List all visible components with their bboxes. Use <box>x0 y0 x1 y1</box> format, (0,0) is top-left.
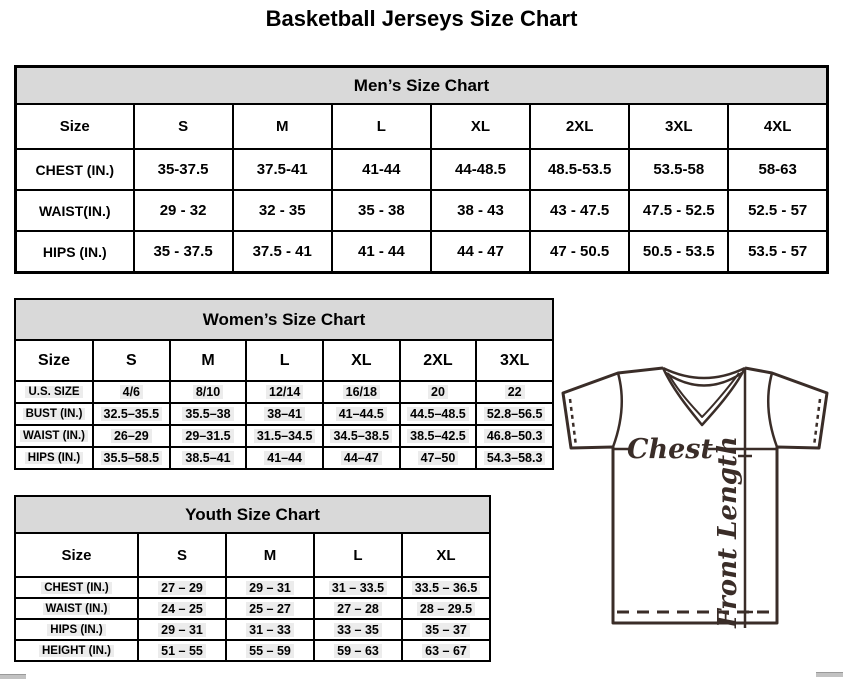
size-value-cell: 34.5–38.5 <box>323 425 400 447</box>
size-value-cell: 35 - 38 <box>332 190 431 231</box>
women-col-header-l: L <box>246 340 323 381</box>
women-col-header-2xl: 2XL <box>400 340 477 381</box>
horizontal-scrollbar-fragment-right[interactable] <box>816 672 843 677</box>
size-value-cell: 47.5 - 52.5 <box>629 190 728 231</box>
row-label: U.S. SIZE <box>15 381 93 403</box>
size-value-cell: 41-44 <box>332 149 431 190</box>
size-value-cell: 29–31.5 <box>170 425 247 447</box>
youth-table-row <box>15 598 490 619</box>
men-table-row <box>16 190 828 231</box>
size-value-cell: 26–29 <box>93 425 170 447</box>
jersey-outline-icon <box>556 362 840 634</box>
youth-table-row <box>15 640 490 661</box>
men-col-header-s: S <box>134 104 233 149</box>
size-value-cell: 44 - 47 <box>431 231 530 273</box>
men-col-header-m: M <box>233 104 332 149</box>
size-value-cell: 52.8–56.5 <box>476 403 553 425</box>
size-value-cell: 27 – 29 <box>138 577 226 598</box>
size-value-cell: 46.8–50.3 <box>476 425 553 447</box>
size-value-cell: 24 – 25 <box>138 598 226 619</box>
women-col-header-m: M <box>170 340 247 381</box>
size-value-cell: 44–47 <box>323 447 400 469</box>
women-col-header-3xl: 3XL <box>476 340 553 381</box>
size-value-cell: 31 – 33.5 <box>314 577 402 598</box>
size-value-cell: 52.5 - 57 <box>728 190 827 231</box>
men-col-header-4xl: 4XL <box>728 104 827 149</box>
size-value-cell: 16/18 <box>323 381 400 403</box>
size-value-cell: 51 – 55 <box>138 640 226 661</box>
size-value-cell: 53.5 - 57 <box>728 231 827 273</box>
size-value-cell: 63 – 67 <box>402 640 490 661</box>
size-value-cell: 38.5–41 <box>170 447 247 469</box>
youth-col-header-l: L <box>314 533 402 577</box>
size-value-cell: 22 <box>476 381 553 403</box>
youth-size-chart-section <box>14 495 491 662</box>
youth-col-header-m: M <box>226 533 314 577</box>
size-value-cell: 29 - 32 <box>134 190 233 231</box>
row-label: CHEST (IN.) <box>16 149 134 190</box>
size-value-cell: 47 - 50.5 <box>530 231 629 273</box>
youth-table-row <box>15 619 490 640</box>
size-value-cell: 48.5-53.5 <box>530 149 629 190</box>
women-col-header-s: S <box>93 340 170 381</box>
size-value-cell: 35.5–38 <box>170 403 247 425</box>
size-value-cell: 12/14 <box>246 381 323 403</box>
size-value-cell: 59 – 63 <box>314 640 402 661</box>
women-col-header-xl: XL <box>323 340 400 381</box>
men-col-header-l: L <box>332 104 431 149</box>
youth-table-title: Youth Size Chart <box>15 496 490 533</box>
row-label: WAIST (IN.) <box>15 598 138 619</box>
horizontal-scrollbar-fragment-left[interactable] <box>0 674 26 679</box>
size-value-cell: 50.5 - 53.5 <box>629 231 728 273</box>
row-label: HIPS (IN.) <box>16 231 134 273</box>
men-table-row <box>16 231 828 273</box>
size-value-cell: 41 - 44 <box>332 231 431 273</box>
size-value-cell: 8/10 <box>170 381 247 403</box>
size-value-cell: 38.5–42.5 <box>400 425 477 447</box>
mens-size-chart-section <box>14 65 829 274</box>
youth-size-table <box>14 495 491 662</box>
size-value-cell: 44.5–48.5 <box>400 403 477 425</box>
front-length-label: Front Length <box>713 436 743 628</box>
youth-col-header-s: S <box>138 533 226 577</box>
size-value-cell: 31.5–34.5 <box>246 425 323 447</box>
women-table-row <box>15 425 553 447</box>
size-value-cell: 27 – 28 <box>314 598 402 619</box>
size-value-cell: 29 – 31 <box>138 619 226 640</box>
size-value-cell: 31 – 33 <box>226 619 314 640</box>
row-label: HIPS (IN.) <box>15 447 93 469</box>
youth-size-header: Size <box>15 533 138 577</box>
size-value-cell: 37.5 - 41 <box>233 231 332 273</box>
women-table-row <box>15 381 553 403</box>
men-size-header: Size <box>16 104 134 149</box>
men-table-title: Men’s Size Chart <box>16 67 828 105</box>
women-size-header: Size <box>15 340 93 381</box>
size-value-cell: 25 – 27 <box>226 598 314 619</box>
page-title: Basketball Jerseys Size Chart <box>265 6 578 31</box>
size-value-cell: 43 - 47.5 <box>530 190 629 231</box>
size-value-cell: 28 – 29.5 <box>402 598 490 619</box>
size-value-cell: 41–44 <box>246 447 323 469</box>
size-value-cell: 35-37.5 <box>134 149 233 190</box>
size-value-cell: 35 – 37 <box>402 619 490 640</box>
row-label: WAIST(IN.) <box>16 190 134 231</box>
size-value-cell: 32.5–35.5 <box>93 403 170 425</box>
size-value-cell: 35 - 37.5 <box>134 231 233 273</box>
women-table-row <box>15 447 553 469</box>
men-col-header-2xl: 2XL <box>530 104 629 149</box>
men-table-row <box>16 149 828 190</box>
chest-label: Chest <box>627 434 713 465</box>
men-col-header-3xl: 3XL <box>629 104 728 149</box>
size-value-cell: 32 - 35 <box>233 190 332 231</box>
row-label: WAIST (IN.) <box>15 425 93 447</box>
size-value-cell: 58-63 <box>728 149 827 190</box>
size-value-cell: 41–44.5 <box>323 403 400 425</box>
youth-col-header-xl: XL <box>402 533 490 577</box>
size-value-cell: 55 – 59 <box>226 640 314 661</box>
row-label: CHEST (IN.) <box>15 577 138 598</box>
youth-table-row <box>15 577 490 598</box>
size-value-cell: 54.3–58.3 <box>476 447 553 469</box>
size-value-cell: 4/6 <box>93 381 170 403</box>
size-value-cell: 35.5–58.5 <box>93 447 170 469</box>
size-value-cell: 38–41 <box>246 403 323 425</box>
womens-size-chart-section <box>14 298 554 470</box>
women-size-table <box>14 298 554 470</box>
row-label: HEIGHT (IN.) <box>15 640 138 661</box>
size-value-cell: 53.5-58 <box>629 149 728 190</box>
jersey-measurement-diagram <box>556 362 840 634</box>
men-size-table <box>14 65 829 274</box>
row-label: HIPS (IN.) <box>15 619 138 640</box>
size-value-cell: 37.5-41 <box>233 149 332 190</box>
size-value-cell: 33.5 – 36.5 <box>402 577 490 598</box>
women-table-title: Women’s Size Chart <box>15 299 553 340</box>
men-col-header-xl: XL <box>431 104 530 149</box>
size-value-cell: 33 – 35 <box>314 619 402 640</box>
row-label: BUST (IN.) <box>15 403 93 425</box>
women-table-row <box>15 403 553 425</box>
size-value-cell: 38 - 43 <box>431 190 530 231</box>
size-value-cell: 44-48.5 <box>431 149 530 190</box>
size-value-cell: 29 – 31 <box>226 577 314 598</box>
size-value-cell: 20 <box>400 381 477 403</box>
size-value-cell: 47–50 <box>400 447 477 469</box>
